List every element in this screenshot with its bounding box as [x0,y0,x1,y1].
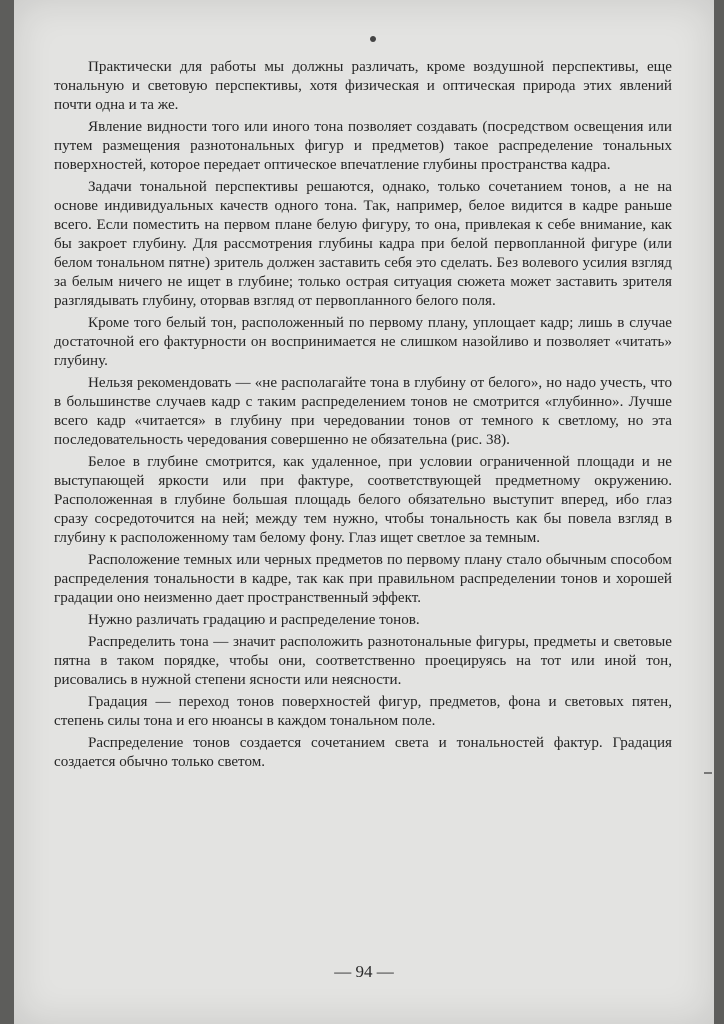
paragraph: Нельзя рекомендовать — «не располагайте тона в глубину от белого», но надо учесть, что в большинстве случаев кадр с таким распределением тонов не смотрится «глубинно». Лучше всего кадр «читается» в глубину при чередовании тонов от темного к светлому, но эта последовательность чередования совершенно не обязательна (рис. 38). [54,375,672,448]
print-speck [370,36,376,42]
paragraph: Расположение темных или черных предметов по первому плану стало обычным способом распределения тональности в кадре, так как при правильном распределении тонов и хорошей градации оно неизменно дает пространственный эффект. [54,552,672,606]
paragraph: Кроме того белый тон, расположенный по первому плану, уплощает кадр; лишь в случае достаточной его фактурности он воспринимается не слишком назойливо и позволяет «читать» глубину. [54,315,672,369]
margin-mark [704,772,712,774]
page-number: — 94 — [334,962,394,981]
paragraph: Явление видности того или иного тона позволяет создавать (посредством освещения или путем размещения разнотональных фигур и предметов) такое распределение тональных поверхностей, которое передает оптическое впечатление глубины пространства кадра. [54,119,672,173]
paragraph: Нужно различать градацию и распределение тонов. [88,612,420,628]
paragraph: Градация — переход тонов поверхностей фигур, предметов, фона и световых пятен, степень силы тона и его нюансы в каждом тональном поле. [54,694,672,729]
paragraph: Распределить тона — значит расположить разнотональные фигуры, предметы и световые пятна в таком порядке, чтобы они, соответственно проецируясь на тот или иной тон, рисовались в нужной степени ясности или неясности. [54,634,672,688]
paragraph: Белое в глубине смотрится, как удаленное, при условии ограниченной площади и не выступающей яркости или при фактуре, соответствующей предметному окружению. Расположенная в глубине большая площадь белого обязательно выступит вперед, ибо глаз сразу сосредоточится на ней; между тем нужно, чтобы тональность как бы повела взгляд в глубину к расположенному там белому фону. Глаз ищет светлое за темным. [54,454,672,546]
paragraph: Задачи тональной перспективы решаются, однако, только сочетанием тонов, а не на основе индивидуальных качеств одного тона. Так, например, белое видится в кадре раньше всего. Если поместить на первом плане белую фигуру, то она, привлекая к себе внимание, как бы закроет глубину. Для рассмотрения глубины кадра при белой первопланной фигуре (или белом тональном пятне) зритель должен заставить себя это сделать. Без волевого усилия взгляд за белым ничего не ищет в глубине; только острая ситуация сюжета может заставить зрителя разглядывать глубину, оторвав взгляд от первопланного белого поля. [54,179,672,309]
paragraph: Распределение тонов создается сочетанием света и тональностей фактур. Градация создается обычно только светом. [54,735,672,770]
body-text [54,58,672,775]
book-page [14,0,714,1024]
paragraph: Практически для работы мы должны различать, кроме воздушной перспективы, еще тональную и световую перспективы, хотя физическая и оптическая природа этих явлений почти одна и та же. [54,59,672,113]
